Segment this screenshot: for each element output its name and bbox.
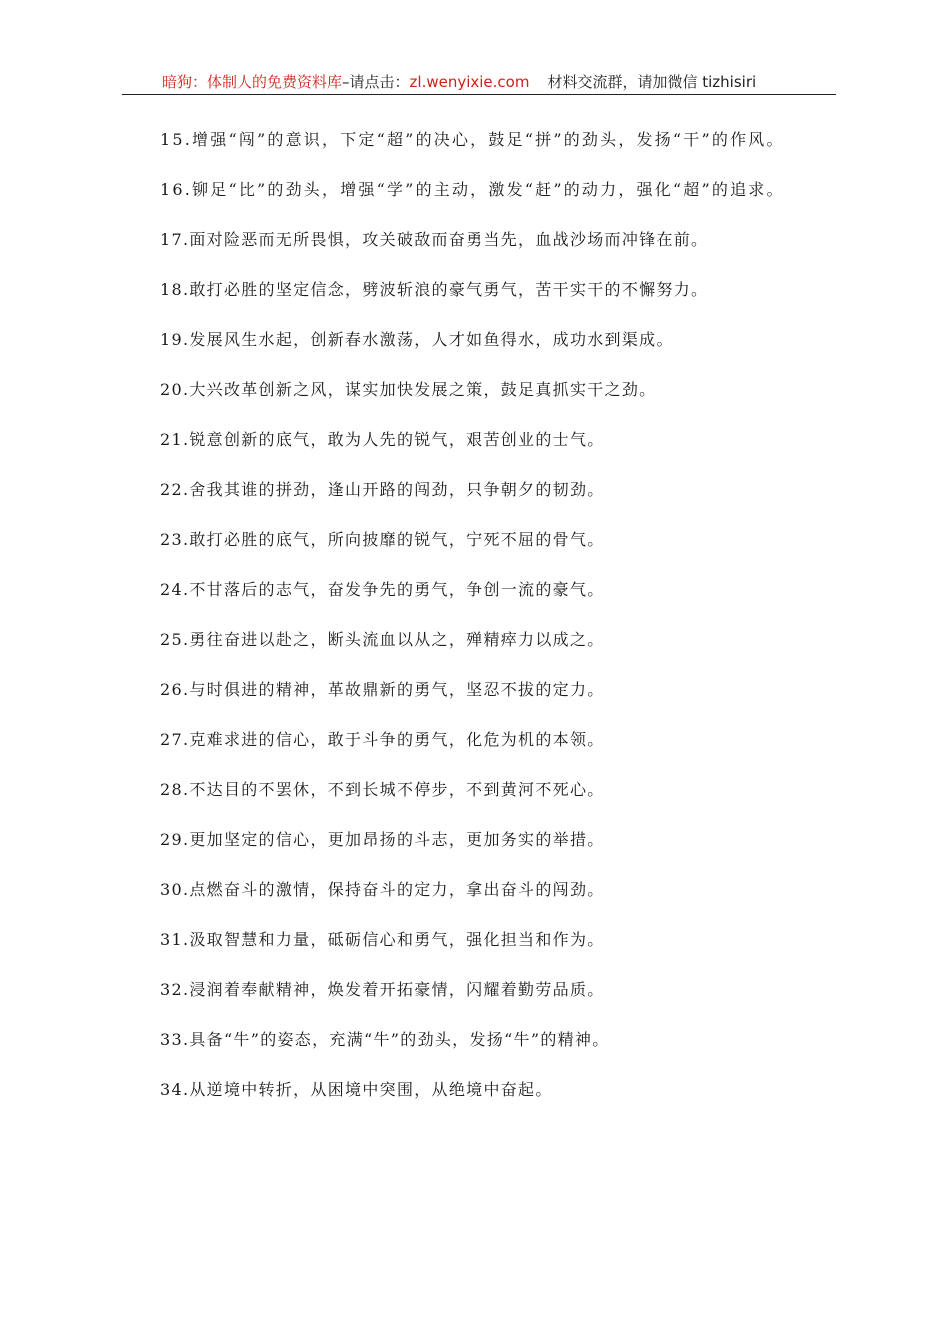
list-item: 29.更加坚定的信心，更加昂扬的斗志，更加务实的举措。 — [160, 830, 605, 849]
list-item: 16.铆足“比”的劲头，增强“学”的主动，激发“赶”的动力，强化“超”的追求。 — [160, 180, 785, 199]
header-contact: 材料交流群，请加微信 tizhisiri — [547, 73, 757, 91]
list-item: 22.舍我其谁的拼劲，逢山开路的闯劲，只争朝夕的韧劲。 — [160, 480, 605, 499]
list-item: 23.敢打必胜的底气，所向披靡的锐气，宁死不屈的骨气。 — [160, 530, 605, 549]
list-item: 15.增强“闯”的意识，下定“超”的决心，鼓足“拼”的劲头，发扬“干”的作风。 — [160, 130, 785, 149]
document-body — [122, 122, 836, 1122]
list-item: 20.大兴改革创新之风，谋实加快发展之策，鼓足真抓实干之劲。 — [160, 380, 657, 399]
list-item: 30.点燃奋斗的激情，保持奋斗的定力，拿出奋斗的闯劲。 — [160, 880, 605, 899]
list-item: 26.与时俱进的精神，革故鼎新的勇气，坚忍不拔的定力。 — [160, 680, 605, 699]
list-item: 34.从逆境中转折，从困境中突围，从绝境中奋起。 — [160, 1080, 553, 1099]
list-item: 28.不达目的不罢休，不到长城不停步，不到黄河不死心。 — [160, 780, 605, 799]
list-item: 17.面对险恶而无所畏惧，攻关破敌而奋勇当先，血战沙场而冲锋在前。 — [160, 230, 709, 249]
list-item: 31.汲取智慧和力量，砥砺信心和勇气，强化担当和作为。 — [160, 930, 605, 949]
header-text — [162, 71, 756, 92]
list-item: 33.具备“牛”的姿态，充满“牛”的劲头，发扬“牛”的精神。 — [160, 1030, 610, 1049]
header-click-prompt: –请点击： — [342, 73, 410, 91]
page-header — [122, 68, 836, 95]
list-item: 25.勇往奋进以赴之，断头流血以从之，殚精瘁力以成之。 — [160, 630, 605, 649]
list-item: 18.敢打必胜的坚定信念，劈波斩浪的豪气勇气，苦干实干的不懈努力。 — [160, 280, 709, 299]
header-brand: 暗狗：体制人的免费资料库 — [162, 73, 343, 91]
list-item: 27.克难求进的信心，敢于斗争的勇气，化危为机的本领。 — [160, 730, 605, 749]
list-item: 21.锐意创新的底气，敢为人先的锐气，艰苦创业的士气。 — [160, 430, 605, 449]
list-item: 19.发展风生水起，创新春水激荡，人才如鱼得水，成功水到渠成。 — [160, 330, 674, 349]
list-item: 32.浸润着奉献精神，焕发着开拓豪情，闪耀着勤劳品质。 — [160, 980, 605, 999]
list-item: 24.不甘落后的志气，奋发争先的勇气，争创一流的豪气。 — [160, 580, 605, 599]
header-url-link[interactable]: zl.wenyixie.com — [409, 73, 530, 91]
